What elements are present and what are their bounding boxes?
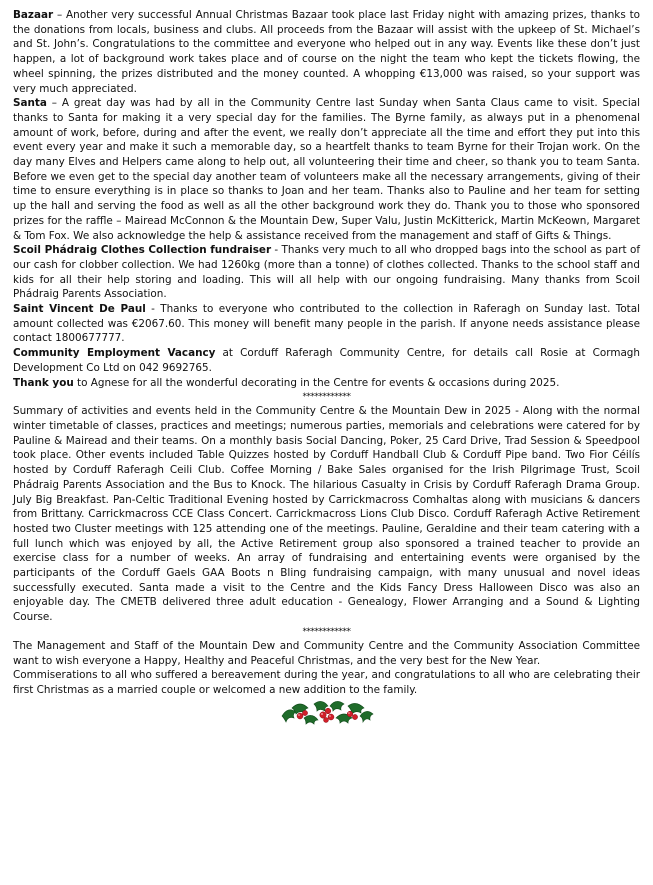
santa-paragraph	[13, 96, 640, 243]
santa-text: – A great day was had by all in the Community Centre last Sunday when Santa Claus came to visit. Special thanks to Santa for making it a very special day for the families. The Byrne family, as always put in a phenomenal amount of work, before, during and after the event, we really don’t appreciate all the time and effort they put into this event every year and make it such a memorable day, so a heartfelt thanks to team Byrne for their Trojan work. On the day many Elves and Helpers came along to help out, all volunteering their time and cheer, so thank you to team Santa. Before we even get to the special day another team of volunteers make all the necessary arrangements, giving of their time to ensure everything is in place so thanks to Joan and her team. Thanks also to Pauline and her team for setting up the hall and serving the food as well as all the other background work they do. Thank you to those who sponsored prizes for the raffle – Mairead McConnon & the Mountain Dew, Super Valu, Justin McKitterick, Martin McKeown, Margaret & Tom Fox. We also acknowledge the help & assistance received from the management and staff of Gifts & Things.	[13, 97, 640, 242]
summary-paragraph: Summary of activities and events held in the Community Centre & the Mountain Dew in 2025 - Along with the normal winter timetable of classes, practices and meetings; numerous parties, memorials and celebrations were catered for by Pauline & Mairead and their teams. On a monthly basis Social Dancing, Poker, 25 Card Drive, Trad Session & Speedpool took place. Other events included Table Quizzes hosted by Corduff Handball Club & Corduff Pipe band. Two Fior Céilís hosted by Corduff Raferagh Ceili Club. Coffee Morning / Bake Sales organised for the Irish Pilgrimage Trust, Scoil Phádraig Parents Association and the Bus to Knock. The hilarious Casualty in Crisis by Corduff Raferagh Drama Group. July Big Breakfast. Pan-Celtic Traditional Evening hosted by Carrickmacross Comhaltas along with musicians & dancers from Brittany. Carrickmacross CCE Class Concert. Carrickmacross Lions Club Disco. Corduff Raferagh Active Retirement hosted two Cluster meetings with 125 attending one of the meetings. Pauline, Geraldine and their team catering with a full lunch which was enjoyed by all, the Active Retirement group also sponsored a trained teacher to provide an exercise class for a number of weeks. An array of fundraising and entertaining events were organised by the participants of the Corduff Gaels GAA Boots n Bling fundraising campaign, with many unusual and novel ideas successfully executed. Santa made a visit to the Centre and the Kids Fancy Dress Halloween Disco was also an enjoyable day. The CMETB delivered three adult education - Genealogy, Flower Arranging and a Sound & Lighting Course.	[13, 405, 640, 624]
thank-you-paragraph	[13, 376, 640, 391]
clothes-collection-text: - Thanks very much to all who dropped bags into the school as part of our cash for clobber collection. We had 1260kg (more than a tonne) of clothes collected. Thanks to the school staff and kids for all their help storing and loading. This will all help with our ongoing fundraising. Many thanks from Scoil Phádraig Parents Association.	[13, 244, 640, 301]
clothes-collection-heading: Scoil Phádraig Clothes Collection fundraiser	[13, 244, 272, 257]
svdp-text: - Thanks to everyone who contributed to the collection in Raferagh on Sunday last. Total amount collected was €2067.60. This money will benefit many people in the parish. If anyone needs assistance please contact 1800677777.	[13, 303, 640, 345]
thank-you-heading: Thank you	[13, 376, 74, 389]
christmas-wishes-paragraph: The Management and Staff of the Mountain Dew and Community Centre and the Community Association Committee want to wish everyone a Happy, Healthy and Peaceful Christmas, and the very best for the New Year.	[13, 639, 640, 667]
clothes-collection-paragraph	[13, 243, 640, 302]
svdp-heading: Saint Vincent De Paul	[13, 303, 146, 316]
vacancy-text: at Corduff Raferagh Community Centre, for details call Rosie at Cormagh Development Co Ltd on 042 9692765.	[13, 347, 640, 374]
holly-icon	[278, 698, 376, 728]
vacancy-paragraph	[13, 346, 640, 375]
separator: ************	[302, 392, 351, 403]
thank-you-text: to Agnese for all the wonderful decorating in the Centre for events & occasions during 2025.	[73, 376, 560, 389]
commiserations-paragraph: Commiserations to all who suffered a bereavement during the year, and congratulations to all who are celebrating their first Christmas as a married couple or welcomed a new addition to the family.	[13, 669, 640, 696]
bazaar-text: – Another very successful Annual Christmas Bazaar took place last Friday night with amazing prizes, thanks to the donations from locals, business and clubs. All proceeds from the Bazaar will assist with the upkeep of St. Michael’s and St. John’s. Congratulations to the committee and everyone who helped out in any way. Events like these don’t just happen, a lot of background work takes place and of course on the night the team who kept the tickets flowing, the wheel spinning, the prizes distributed and the money counted. A whopping €13,000 was raised, so your support was very much appreciated.	[13, 9, 640, 95]
svdp-paragraph	[13, 302, 640, 346]
vacancy-heading: Community Employment Vacancy	[13, 347, 216, 360]
holly-decoration	[13, 698, 640, 728]
bazaar-paragraph	[13, 8, 640, 96]
separator-2: ************	[302, 626, 351, 637]
santa-heading: Santa	[13, 97, 47, 110]
bazaar-heading: Bazaar	[13, 9, 54, 21]
